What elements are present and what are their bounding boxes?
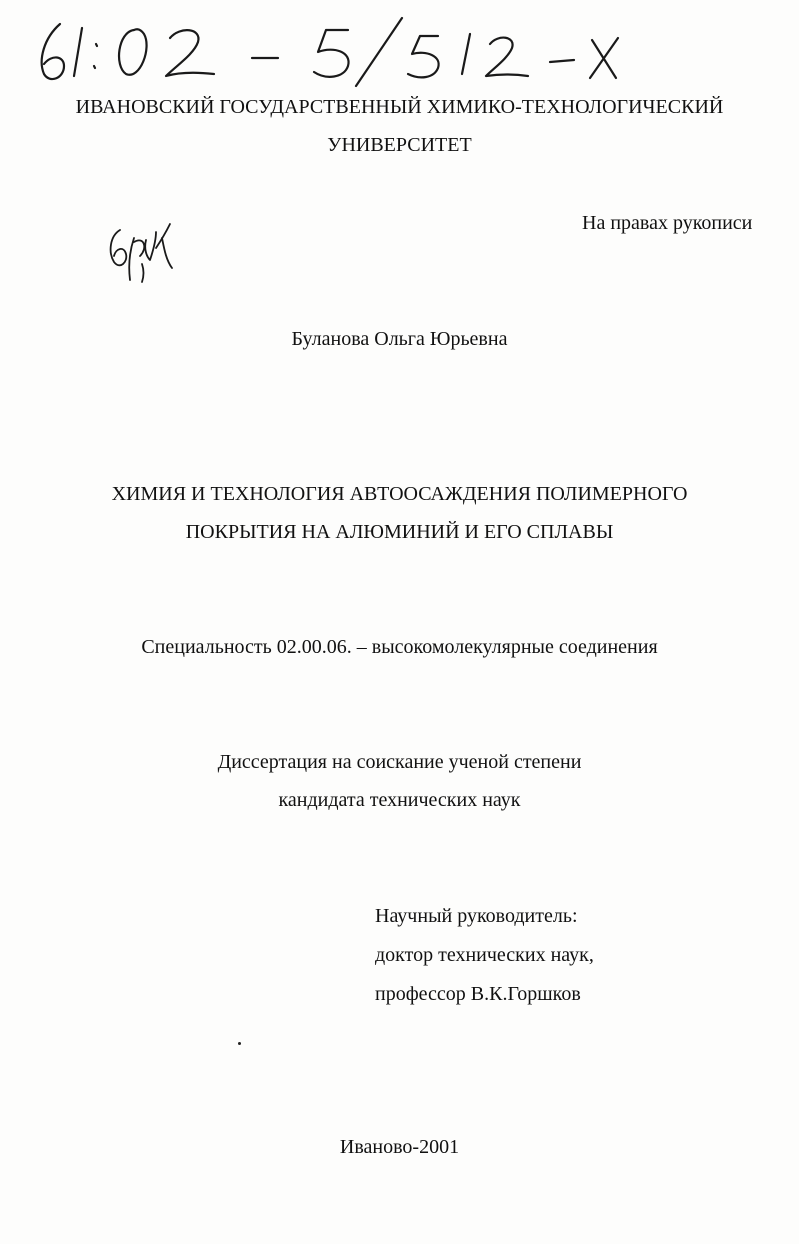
stray-mark xyxy=(238,1042,241,1045)
handwritten-signature xyxy=(104,218,184,288)
degree-line-2: кандидата технических наук xyxy=(278,789,521,811)
supervisor-name: профессор В.К.Горшков xyxy=(375,983,581,1005)
institution-line-2: УНИВЕРСИТЕТ xyxy=(327,134,472,156)
title-line-1: ХИМИЯ И ТЕХНОЛОГИЯ АВТООСАЖДЕНИЯ ПОЛИМЕРНОГО xyxy=(111,483,688,505)
title-line-2: ПОКРЫТИЯ НА АЛЮМИНИЙ И ЕГО СПЛАВЫ xyxy=(185,521,614,543)
specialty: Специальность 02.00.06. – высокомолекулярные соединения xyxy=(141,636,658,658)
supervisor-degree: доктор технических наук, xyxy=(375,944,594,966)
degree-line-1: Диссертация на соискание ученой степени xyxy=(217,751,582,773)
handwritten-catalog-number xyxy=(30,14,630,90)
institution-line-1: ИВАНОВСКИЙ ГОСУДАРСТВЕННЫЙ ХИМИКО-ТЕХНОЛОГИЧЕСКИЙ xyxy=(75,96,724,118)
place-and-year: Иваново-2001 xyxy=(339,1136,460,1158)
rights-note: На правах рукописи xyxy=(582,212,753,234)
author-name: Буланова Ольга Юрьевна xyxy=(291,328,508,350)
supervisor-label: Научный руководитель: xyxy=(375,905,578,927)
